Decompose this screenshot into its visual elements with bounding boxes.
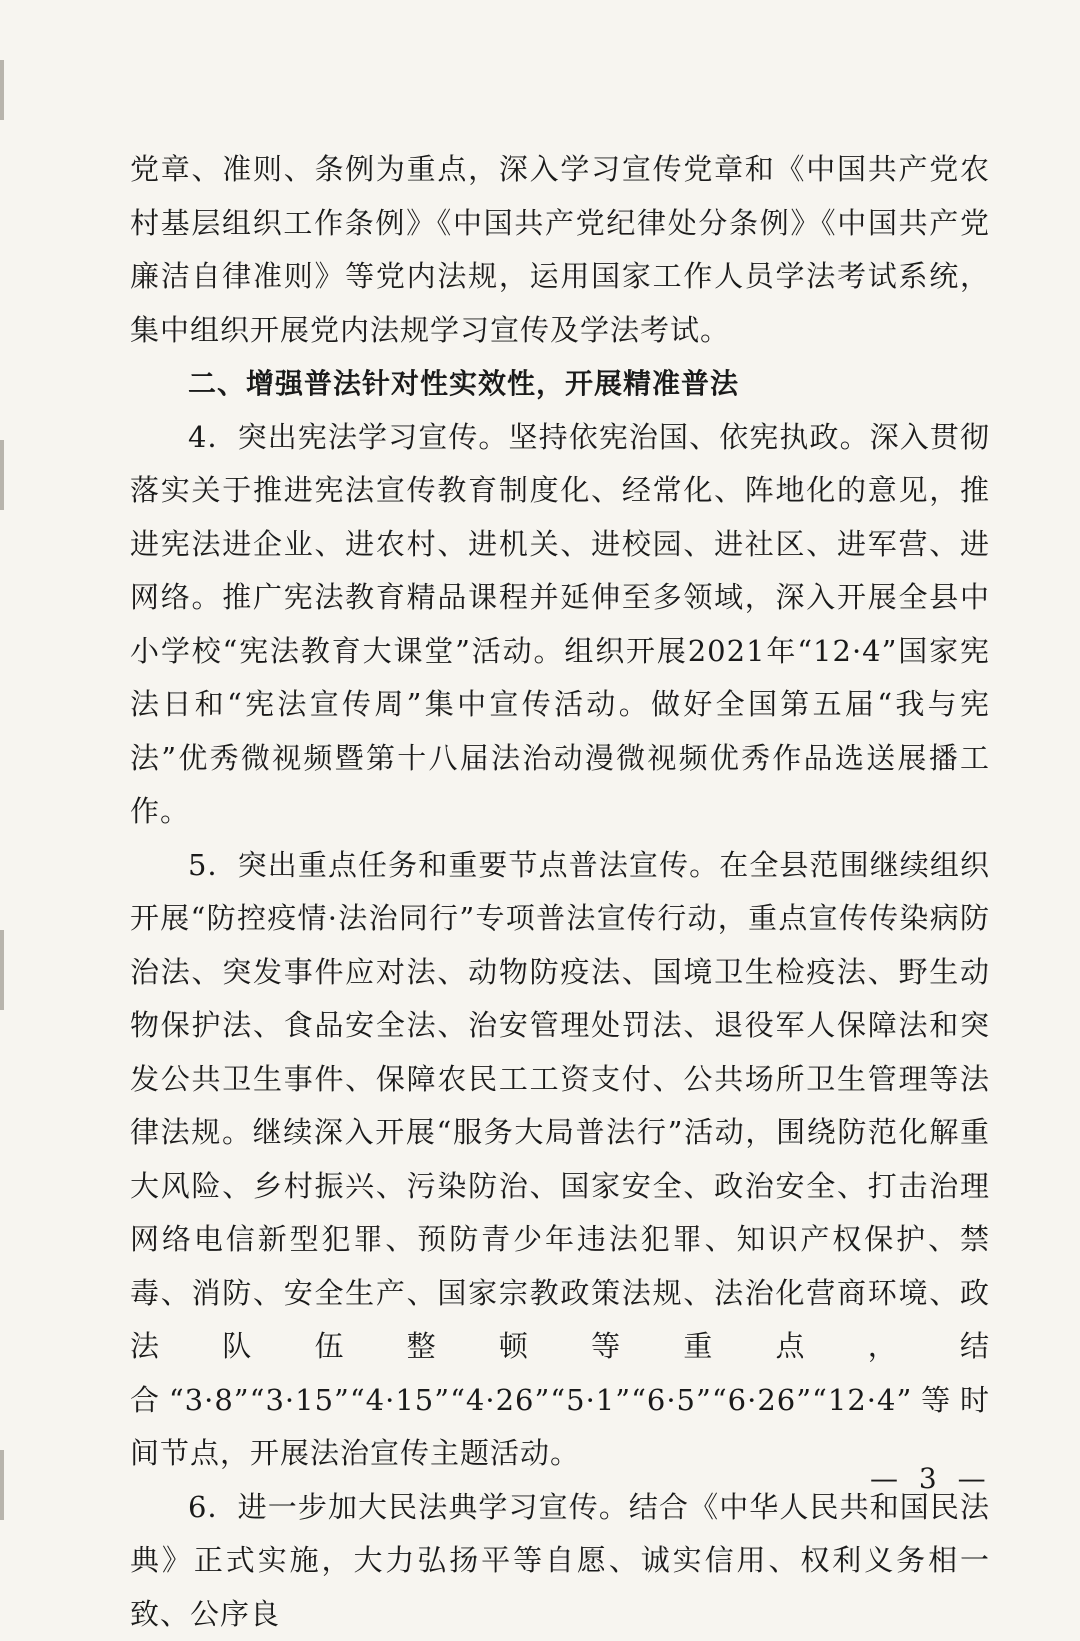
paragraph-continuation: 党章、准则、条例为重点，深入学习宣传党章和《中国共产党农村基层组织工作条例》《中国共产党纪律处分条例》《中国共产党廉洁自律准则》等党内法规，运用国家工作人员学法考试系统，集中组织开展党内法规学习宣传及学法考试。 (130, 143, 990, 357)
body-text (130, 143, 990, 1641)
scan-edge-mark (0, 440, 4, 510)
scan-edge-mark (0, 1450, 4, 1520)
paragraph-item-6: 6．进一步加大民法典学习宣传。结合《中华人民共和国民法典》正式实施，大力弘扬平等自愿、诚实信用、权利义务相一致、公序良 (130, 1481, 990, 1641)
scan-edge-mark (0, 60, 4, 120)
paragraph-item-4: 4．突出宪法学习宣传。坚持依宪治国、依宪执政。深入贯彻落实关于推进宪法宣传教育制度化、经常化、阵地化的意见，推进宪法进企业、进农村、进机关、进校园、进社区、进军营、进网络。推广宪法教育精品课程并延伸至多领域，深入开展全县中小学校“宪法教育大课堂”活动。组织开展2021年“12·4”国家宪法日和“宪法宣传周”集中宣传活动。做好全国第五届“我与宪法”优秀微视频暨第十八届法治动漫微视频优秀作品选送展播工作。 (130, 411, 990, 839)
scan-edge-mark (0, 930, 4, 1010)
section-heading: 二、增强普法针对性实效性，开展精准普法 (130, 357, 990, 411)
paragraph-item-5: 5．突出重点任务和重要节点普法宣传。在全县范围继续组织开展“防控疫情·法治同行”专项普法宣传行动，重点宣传传染病防治法、突发事件应对法、动物防疫法、国境卫生检疫法、野生动物保护法、食品安全法、治安管理处罚法、退役军人保障法和突发公共卫生事件、保障农民工工资支付、公共场所卫生管理等法律法规。继续深入开展“服务大局普法行”活动，围绕防范化解重大风险、乡村振兴、污染防治、国家安全、政治安全、打击治理网络电信新型犯罪、预防青少年违法犯罪、知识产权保护、禁毒、消防、安全生产、国家宗教政策法规、法治化营商环境、政法队伍整顿等重点，结合“3·8”“3·15”“4·15”“4·26”“5·1”“6·5”“6·26”“12·4”等时间节点，开展法治宣传主题活动。 (130, 839, 990, 1481)
page-number: — 3 — (870, 1462, 992, 1495)
